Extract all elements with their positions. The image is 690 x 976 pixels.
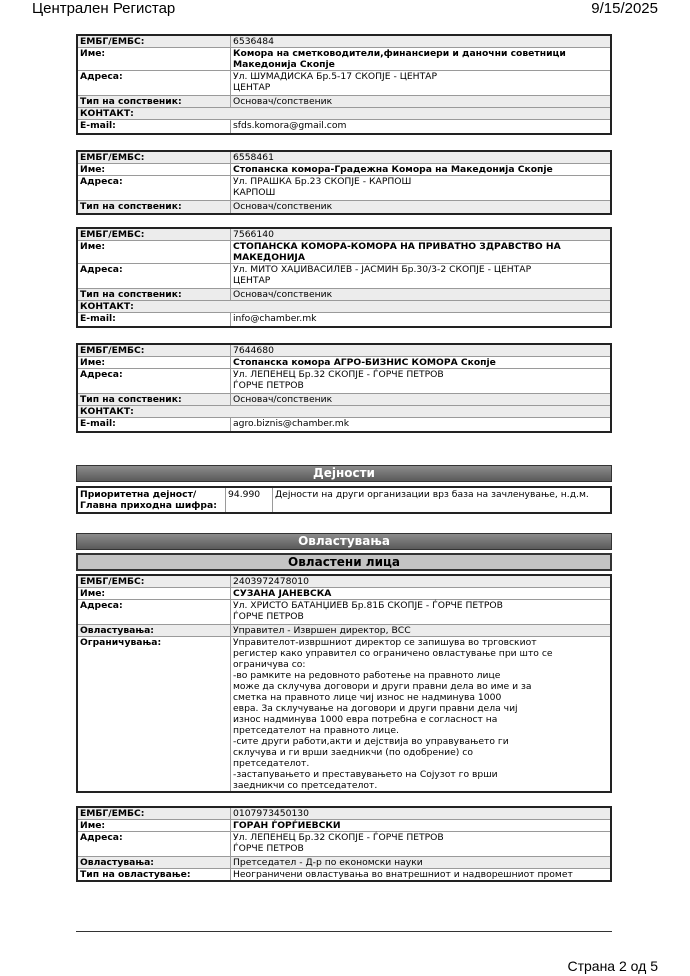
name-value: СТОПАНСКА КОМОРА-КОМОРА НА ПРИВАТНО ЗДРАВСТВО НА МАКЕДОНИЈА <box>231 241 612 264</box>
print-date: 9/15/2025 <box>591 0 658 17</box>
address-value: Ул. ПРАШКА Бр.23 СКОПЈЕ - КАРПОШ КАРПОШ <box>231 176 612 201</box>
contact-label: КОНТАКТ: <box>77 301 611 313</box>
email-label: E-mail: <box>77 120 231 134</box>
power-type-value: Неограничени овластувања во внатрешниот и надворешниот промет <box>231 869 612 882</box>
owner-type-value: Основач/сопственик <box>231 394 612 406</box>
address-value: Ул. ХРИСТО БАТАНЏИЕВ Бр.81Б СКОПЈЕ - ЃОРЧЕ ПЕТРОВ ЃОРЧЕ ПЕТРОВ <box>231 600 612 625</box>
embg-label: ЕМБГ/ЕМБС: <box>77 35 231 48</box>
name-value: СУЗАНА ЈАНЕВСКА <box>231 588 612 600</box>
embg-value: 7644680 <box>231 344 612 357</box>
address-value: Ул. МИТО ХАЏИВАСИЛЕВ - ЈАСМИН Бр.30/3-2 СКОПЈЕ - ЦЕНТАР ЦЕНТАР <box>231 264 612 289</box>
address-value: Ул. ЛЕПЕНЕЦ Бр.32 СКОПЈЕ - ЃОРЧЕ ПЕТРОВ ЃОРЧЕ ПЕТРОВ <box>231 832 612 857</box>
authorizations-header: Овластувања <box>76 533 612 550</box>
authorized-persons-header: Овластени лица <box>76 553 612 571</box>
address-label: Адреса: <box>77 369 231 394</box>
embg-value: 2403972478010 <box>231 575 612 588</box>
founder-block <box>76 34 612 135</box>
name-label: Име: <box>77 48 231 71</box>
embg-label: ЕМБГ/ЕМБС: <box>77 575 231 588</box>
address-label: Адреса: <box>77 176 231 201</box>
registry-title: Централен Регистар <box>32 0 176 17</box>
owner-type-label: Тип на сопственик: <box>77 96 231 108</box>
address-label: Адреса: <box>77 71 231 96</box>
owner-type-value: Основач/сопственик <box>231 96 612 108</box>
powers-label: Овластувања: <box>77 625 231 637</box>
name-value: ГОРАН ЃОРЃИЕВСКИ <box>231 820 612 832</box>
email-value: agro.biznis@chamber.mk <box>231 418 612 432</box>
name-label: Име: <box>77 588 231 600</box>
name-label: Име: <box>77 241 231 264</box>
embg-label: ЕМБГ/ЕМБС: <box>77 344 231 357</box>
name-label: Име: <box>77 164 231 176</box>
name-value: Стопанска комора АГРО-БИЗНИС КОМОРА Скопје <box>231 357 612 369</box>
founder-block <box>76 150 612 215</box>
address-value: Ул. ЛЕПЕНЕЦ Бр.32 СКОПЈЕ - ЃОРЧЕ ПЕТРОВ ЃОРЧЕ ПЕТРОВ <box>231 369 612 394</box>
owner-type-value: Основач/сопственик <box>231 289 612 301</box>
name-value: Комора на сметководители,финансиери и даночни советници Македонија Скопје <box>231 48 612 71</box>
embg-label: ЕМБГ/ЕМБС: <box>77 807 231 820</box>
embg-label: ЕМБГ/ЕМБС: <box>77 228 231 241</box>
authorized-person-block <box>76 574 612 793</box>
footer-divider <box>76 931 612 932</box>
email-label: E-mail: <box>77 313 231 327</box>
name-value: Стопанска комора-Градежна Комора на Македонија Скопје <box>231 164 612 176</box>
power-type-label: Тип на овластување: <box>77 869 231 882</box>
embg-value: 6536484 <box>231 35 612 48</box>
activities-header: Дејности <box>76 465 612 482</box>
restrictions-label: Ограничувања: <box>77 637 231 793</box>
activity-code: 94.990 <box>226 487 273 513</box>
restrictions-value: Управителот-извршниот директор се запишува во трговскиот регистер како управител со ограничено овластување при што се ограничува со: -во рамките на редовното работење на правното лице може да склучува договори и други правни дела во име и за сметка на правното лице чиј износ не надминува 1000 евра. За склучување на договори и други правни дела чиј износ надминува 1000 евра потребна е согласност на претседателот на правното лице. -сите други работи,акти и дејствија во управувањето ги склучува и ги врши заедникчи (по одобрение) со претседателот. -застапувањето и преставувањето на Сојузот го врши заедникчи со претседателот. <box>231 637 612 793</box>
priority-activity-label: Приоритетна дејност/ Главна приходна шифра: <box>77 487 226 513</box>
founder-block <box>76 343 612 433</box>
owner-type-label: Тип на сопственик: <box>77 394 231 406</box>
email-value: info@chamber.mk <box>231 313 612 327</box>
name-label: Име: <box>77 357 231 369</box>
email-label: E-mail: <box>77 418 231 432</box>
owner-type-label: Тип на сопственик: <box>77 289 231 301</box>
address-label: Адреса: <box>77 600 231 625</box>
powers-value: Управител - Извршен директор, ВСС <box>231 625 612 637</box>
embg-value: 0107973450130 <box>231 807 612 820</box>
embg-value: 6558461 <box>231 151 612 164</box>
address-label: Адреса: <box>77 832 231 857</box>
email-value: sfds.komora@gmail.com <box>231 120 612 134</box>
powers-value: Претседател - Д-р по економски науки <box>231 857 612 869</box>
powers-label: Овластувања: <box>77 857 231 869</box>
owner-type-label: Тип на сопственик: <box>77 201 231 214</box>
embg-value: 7566140 <box>231 228 612 241</box>
embg-label: ЕМБГ/ЕМБС: <box>77 151 231 164</box>
contact-label: КОНТАКТ: <box>77 108 611 120</box>
owner-type-value: Основач/сопственик <box>231 201 612 214</box>
address-label: Адреса: <box>77 264 231 289</box>
activity-description: Дејности на други организации врз база на зачленување, н.д.м. <box>273 487 612 513</box>
page-number: Страна 2 од 5 <box>567 958 658 974</box>
activities-table <box>76 486 612 514</box>
contact-label: КОНТАКТ: <box>77 406 611 418</box>
authorized-person-block <box>76 806 612 882</box>
founder-block <box>76 227 612 328</box>
address-value: Ул. ШУМАДИСКА Бр.5-17 СКОПЈЕ - ЦЕНТАР ЦЕНТАР <box>231 71 612 96</box>
name-label: Име: <box>77 820 231 832</box>
